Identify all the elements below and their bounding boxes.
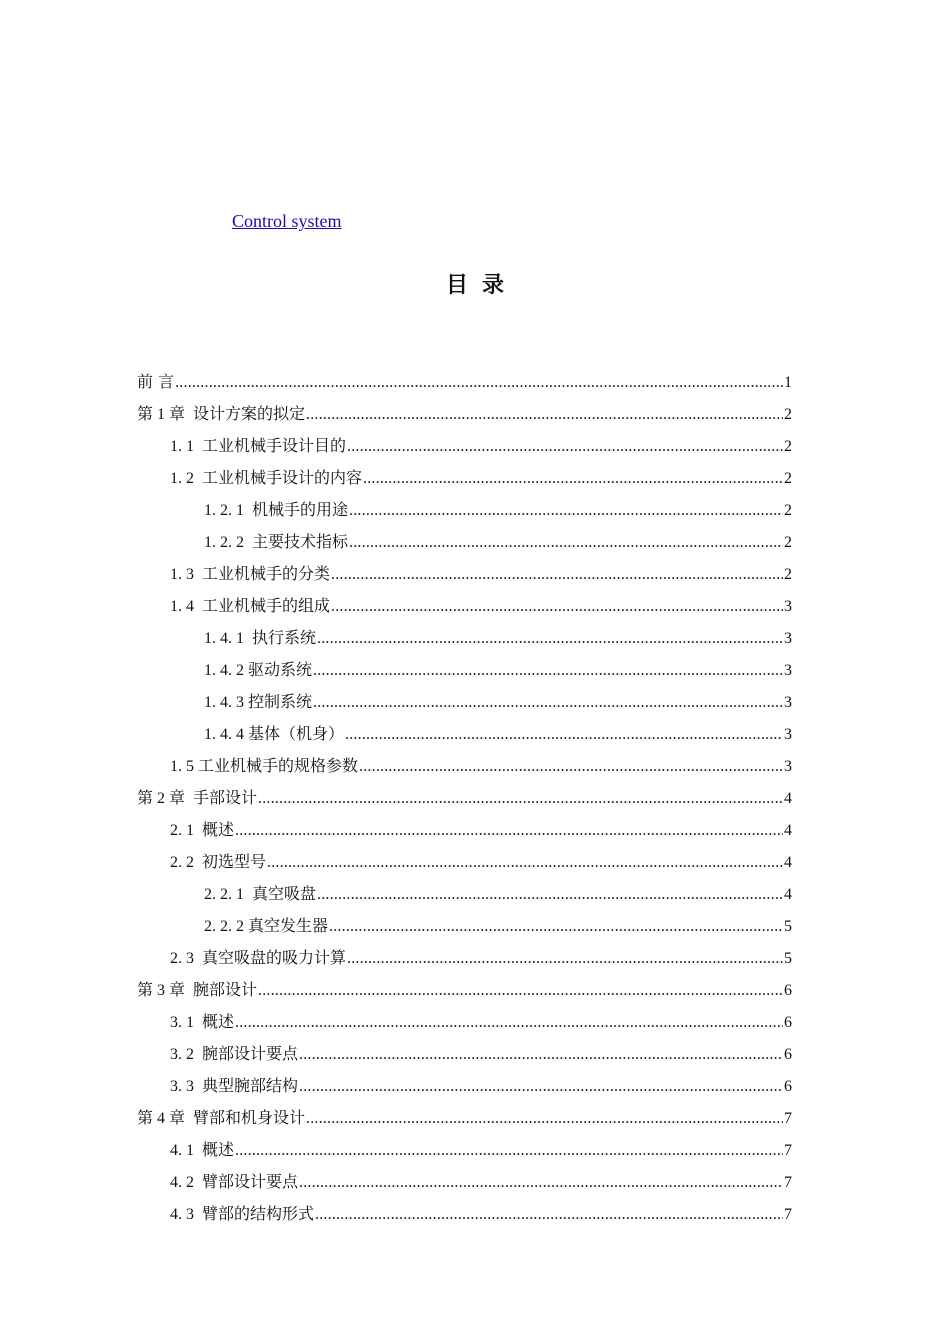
toc-leader (313, 655, 783, 687)
toc-leader (299, 1039, 783, 1071)
toc-number: 1. 3 (170, 566, 202, 583)
toc-label: 初选型号 (202, 852, 267, 871)
toc-entry-1-2-1[interactable] (137, 494, 792, 526)
toc-label: 工业机械手的规格参数 (198, 756, 359, 775)
toc-number: 1. 4. 3 (204, 694, 248, 711)
toc-label: 真空吸盘 (252, 884, 317, 903)
toc-label: 臂部的结构形式 (202, 1204, 315, 1223)
toc-leader (235, 815, 783, 847)
toc-entry-1-2[interactable] (137, 462, 792, 494)
toc-leader (306, 1103, 783, 1135)
toc-page: 2 (784, 534, 792, 551)
toc-page: 3 (784, 630, 792, 647)
toc-label: 机械手的用途 (252, 500, 349, 519)
toc-page: 3 (784, 694, 792, 711)
toc-leader (359, 751, 783, 783)
toc-label: 真空发生器 (248, 916, 329, 935)
toc-page: 3 (784, 598, 792, 615)
toc-number: 1. 4. 1 (204, 630, 252, 647)
toc-page: 3 (784, 726, 792, 743)
toc-entry-chapter-3[interactable] (137, 974, 792, 1006)
toc-entry-chapter-2[interactable] (137, 782, 792, 814)
toc-entry-1-2-2[interactable] (137, 526, 792, 558)
toc-number: 2. 2 (170, 854, 202, 871)
toc-entry-4-1[interactable] (137, 1134, 792, 1166)
toc-page: 5 (784, 918, 792, 935)
toc-number: 1. 5 (170, 758, 198, 775)
control-system-link[interactable]: Control system (232, 211, 342, 231)
toc-entry-2-1[interactable] (137, 814, 792, 846)
toc-label: 臂部设计要点 (202, 1172, 299, 1191)
toc-page: 2 (784, 406, 792, 423)
toc-entry-chapter-4[interactable] (137, 1102, 792, 1134)
toc-number: 第 1 章 (137, 406, 194, 423)
toc-leader (331, 591, 783, 623)
toc-page: 3 (784, 662, 792, 679)
toc-label: 手部设计 (193, 788, 258, 807)
toc-leader (258, 975, 783, 1007)
toc-leader (317, 879, 783, 911)
toc-page: 6 (784, 982, 792, 999)
toc-label: 控制系统 (248, 692, 313, 711)
toc-leader (175, 367, 783, 399)
toc-entry-chapter-1[interactable] (137, 398, 792, 430)
toc-page: 7 (784, 1174, 792, 1191)
toc-entry-4-2[interactable] (137, 1166, 792, 1198)
toc-leader (349, 495, 783, 527)
toc-leader (349, 527, 783, 559)
toc-number: 2. 1 (170, 822, 202, 839)
toc-entry-1-3[interactable] (137, 558, 792, 590)
toc-leader (235, 1007, 783, 1039)
toc-number: 1. 1 (170, 438, 202, 455)
toc-leader (299, 1071, 783, 1103)
toc-label: 工业机械手设计目的 (202, 436, 347, 455)
toc-leader (306, 399, 783, 431)
toc-label: 概述 (202, 820, 235, 839)
toc-entry-1-1[interactable] (137, 430, 792, 462)
toc-leader (347, 943, 783, 975)
toc-leader (299, 1167, 783, 1199)
toc-page: 6 (784, 1014, 792, 1031)
toc-number: 2. 2. 2 (204, 918, 248, 935)
toc-number: 3. 1 (170, 1014, 202, 1031)
toc-label: 前 言 (137, 372, 175, 391)
toc-entry-1-4-2[interactable] (137, 654, 792, 686)
toc-page: 4 (784, 886, 792, 903)
toc-entry-preface[interactable] (137, 366, 792, 398)
page-title: 目录 (445, 273, 518, 298)
toc-label: 主要技术指标 (252, 532, 349, 551)
toc-label: 腕部设计 (193, 980, 258, 999)
toc-page: 7 (784, 1142, 792, 1159)
toc-page: 4 (784, 854, 792, 871)
toc-label: 执行系统 (252, 628, 317, 647)
toc-entry-3-1[interactable] (137, 1006, 792, 1038)
toc-number: 1. 2. 2 (204, 534, 252, 551)
toc-number: 1. 4. 2 (204, 662, 248, 679)
toc-leader (363, 463, 783, 495)
toc-page: 2 (784, 438, 792, 455)
toc-entry-2-2-1[interactable] (137, 878, 792, 910)
toc-label: 概述 (202, 1140, 235, 1159)
toc-label: 臂部和机身设计 (193, 1108, 306, 1127)
toc-page: 6 (784, 1078, 792, 1095)
toc-entry-3-3[interactable] (137, 1070, 792, 1102)
toc-number: 1. 4. 4 (204, 726, 248, 743)
toc-label: 工业机械手的分类 (202, 564, 331, 583)
toc-page: 7 (784, 1206, 792, 1223)
toc-label: 真空吸盘的吸力计算 (202, 948, 347, 967)
toc-label: 设计方案的拟定 (193, 404, 306, 423)
toc-entry-1-4-3[interactable] (137, 686, 792, 718)
toc-entry-1-4-4[interactable] (137, 718, 792, 750)
toc-number: 4. 3 (170, 1206, 202, 1223)
toc-number: 4. 2 (170, 1174, 202, 1191)
toc-number: 第 3 章 (137, 982, 194, 999)
toc-entry-2-3[interactable] (137, 942, 792, 974)
toc-label: 工业机械手设计的内容 (202, 468, 363, 487)
toc-number: 第 2 章 (137, 790, 194, 807)
toc-page: 3 (784, 758, 792, 775)
toc-label: 驱动系统 (248, 660, 313, 679)
toc-page: 7 (784, 1110, 792, 1127)
toc-leader (313, 687, 783, 719)
toc-number: 1. 2 (170, 470, 202, 487)
toc-number: 1. 2. 1 (204, 502, 252, 519)
toc-label: 典型腕部结构 (202, 1076, 299, 1095)
toc-number: 2. 3 (170, 950, 202, 967)
toc-number: 4. 1 (170, 1142, 202, 1159)
toc-page: 2 (784, 502, 792, 519)
toc-leader (267, 847, 783, 879)
toc-page: 5 (784, 950, 792, 967)
toc-number: 2. 2. 1 (204, 886, 252, 903)
toc-page: 2 (784, 470, 792, 487)
toc-label: 概述 (202, 1012, 235, 1031)
toc-page: 1 (784, 374, 792, 391)
toc-leader (235, 1135, 783, 1167)
toc-entry-2-2-2[interactable] (137, 910, 792, 942)
toc-leader (347, 431, 783, 463)
toc-leader (345, 719, 783, 751)
toc-entry-1-4[interactable] (137, 590, 792, 622)
toc-leader (317, 623, 783, 655)
toc-number: 3. 2 (170, 1046, 202, 1063)
toc-number: 1. 4 (170, 598, 202, 615)
toc-label: 基体（机身） (248, 724, 345, 743)
toc-page: 4 (784, 822, 792, 839)
toc-entry-3-2[interactable] (137, 1038, 792, 1070)
toc-label: 腕部设计要点 (202, 1044, 299, 1063)
toc-entry-1-5[interactable] (137, 750, 792, 782)
toc-entry-4-3[interactable] (137, 1198, 792, 1230)
toc-page: 4 (784, 790, 792, 807)
toc-page: 2 (784, 566, 792, 583)
toc-leader (329, 911, 783, 943)
table-of-contents (137, 366, 792, 1230)
toc-number: 3. 3 (170, 1078, 202, 1095)
toc-page: 6 (784, 1046, 792, 1063)
toc-entry-1-4-1[interactable] (137, 622, 792, 654)
toc-leader (315, 1199, 783, 1231)
toc-label: 工业机械手的组成 (202, 596, 331, 615)
toc-leader (258, 783, 783, 815)
toc-leader (331, 559, 783, 591)
toc-number: 第 4 章 (137, 1110, 194, 1127)
toc-entry-2-2[interactable] (137, 846, 792, 878)
